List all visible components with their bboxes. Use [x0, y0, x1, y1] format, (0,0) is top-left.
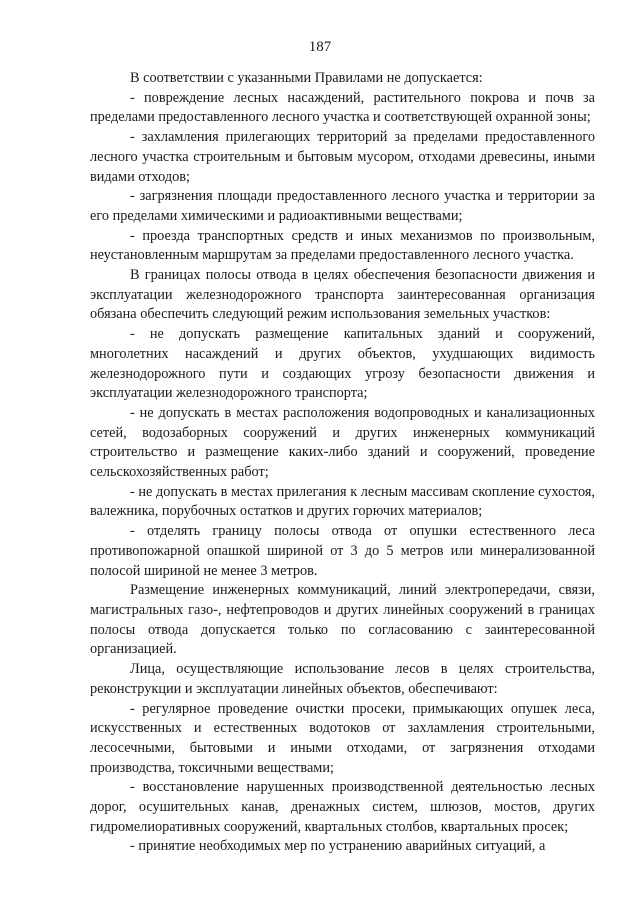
paragraph: - не допускать размещение капитальных зданий и сооружений, многолетних насаждений и других объектов, ухудшающих видимость железнодорожного пути и создающих угрозу безопасности движения и эксплуатации железнодорожного транспорта;	[90, 326, 595, 402]
paragraph: В границах полосы отвода в целях обеспечения безопасности движения и эксплуатации железнодорожного транспорта заинтересованная организация обязана обеспечить следующий режим использования земельных участков:	[90, 267, 595, 323]
page-number: 187	[308, 39, 332, 55]
paragraph: - проезда транспортных средств и иных механизмов по произвольным, неустановленным маршрутам за пределами предоставленного лесного участка.	[90, 227, 595, 264]
paragraph: - принятие необходимых мер по устранению аварийных ситуаций, а	[130, 838, 546, 855]
paragraph: - восстановление нарушенных производственной деятельностью лесных дорог, осушительных канав, дренажных систем, шлюзов, мостов, других гидромелиоративных сооружений, квартальных столбов, квартальных просек;	[90, 779, 595, 835]
paragraph: - не допускать в местах расположения водопроводных и канализационных сетей, водозаборных сооружений и других инженерных коммуникаций строительство и размещение каких-либо зданий и сооружений, проведение сельскохозяйственных работ;	[90, 404, 595, 481]
paragraph: - регулярное проведение очистки просеки, примыкающих опушек леса, искусственных и естественных водотоков от захламления строительными, лесосечными, бытовыми и иными отходами, от загрязнения отходами производства, токсичными веществами;	[90, 700, 595, 776]
document-body	[90, 69, 595, 857]
paragraph: - не допускать в местах прилегания к лесным массивам скопление сухостоя, валежника, порубочных остатков и других горючих материалов;	[90, 483, 595, 520]
paragraph: Лица, осуществляющие использование лесов в целях строительства, реконструкции и эксплуатации линейных объектов, обеспечивают:	[90, 661, 595, 697]
paragraph: - загрязнения площади предоставленного лесного участка и территории за его пределами химическими и радиоактивными веществами;	[90, 188, 595, 224]
paragraph: - захламления прилегающих территорий за пределами предоставленного лесного участка строительным и бытовым мусором, отходами древесины, иными видами отходов;	[90, 129, 595, 185]
paragraph: Размещение инженерных коммуникаций, линий электропередачи, связи, магистральных газо-, нефтепроводов и других линейных сооружений в границах полосы отвода допускается только по согласованию с заинтересованной организацией.	[90, 582, 595, 658]
paragraph: В соответствии с указанными Правилами не допускается:	[130, 70, 483, 86]
paragraph: - отделять границу полосы отвода от опушки естественного леса противопожарной опашкой шириной от 3 до 5 метров или минерализованной полосой шириной не менее 3 метров.	[90, 523, 595, 579]
paragraph: - повреждение лесных насаждений, растительного покрова и почв за пределами предоставленного лесного участка и соответствующей охранной зоны;	[90, 89, 595, 126]
